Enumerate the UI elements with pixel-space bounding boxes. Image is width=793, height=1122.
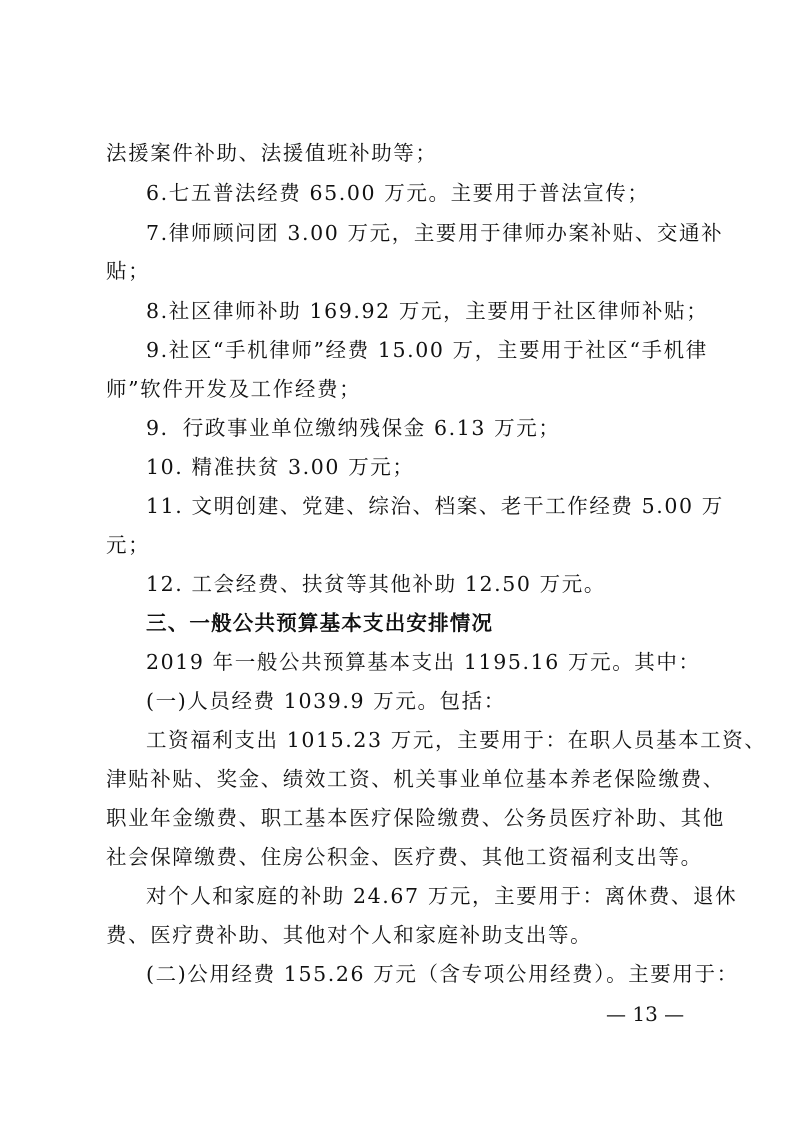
paragraph-line: 法援案件补助、法援值班补助等； <box>106 141 438 165</box>
page-number: — 13 — <box>606 1002 685 1026</box>
paragraph-line: 工资福利支出 1015.23 万元，主要用于：在职人员基本工资、 <box>146 728 767 752</box>
list-item-7: 7.律师顾问团 3.00 万元，主要用于律师办案补贴、交通补 <box>146 221 724 245</box>
paragraph-line: 对个人和家庭的补助 24.67 万元，主要用于：离休费、退休 <box>146 884 738 908</box>
list-item-8: 8.社区律师补助 169.92 万元，主要用于社区律师补贴； <box>146 299 709 323</box>
list-item-11: 11. 文明创建、党建、综治、档案、老干工作经费 5.00 万 <box>146 494 724 518</box>
paragraph-line: 2019 年一般公共预算基本支出 1195.16 万元。其中： <box>146 650 701 674</box>
list-item-9b: 9．行政事业单位缴纳残保金 6.13 万元； <box>146 416 561 440</box>
subsection-personnel-expenses: (一)人员经费 1039.9 万元。包括： <box>146 689 506 713</box>
section-heading: 三、一般公共预算基本支出安排情况 <box>146 611 494 635</box>
list-item-6: 6.七五普法经费 65.00 万元。主要用于普法宣传； <box>146 181 650 205</box>
list-item-12: 12. 工会经费、扶贫等其他补助 12.50 万元。 <box>146 572 606 596</box>
paragraph-line: 社会保障缴费、住房公积金、医疗费、其他工资福利支出等。 <box>106 845 703 869</box>
list-item-11-continuation: 元； <box>106 533 151 557</box>
paragraph-line: 费、医疗费补助、其他对个人和家庭补助支出等。 <box>106 923 593 947</box>
list-item-9a: 9.社区“手机律师”经费 15.00 万，主要用于社区“手机律 <box>146 338 708 362</box>
paragraph-line: 津贴补贴、奖金、绩效工资、机关事业单位基本养老保险缴费、 <box>106 767 725 791</box>
subsection-public-expenses: (二)公用经费 155.26 万元（含专项公用经费）。主要用于： <box>146 962 739 986</box>
list-item-9a-continuation: 师”软件开发及工作经费； <box>106 377 362 401</box>
list-item-10: 10. 精准扶贫 3.00 万元； <box>146 455 415 479</box>
paragraph-line: 职业年金缴费、职工基本医疗保险缴费、公务员医疗补助、其他 <box>106 806 725 830</box>
list-item-7-continuation: 贴； <box>106 259 151 283</box>
